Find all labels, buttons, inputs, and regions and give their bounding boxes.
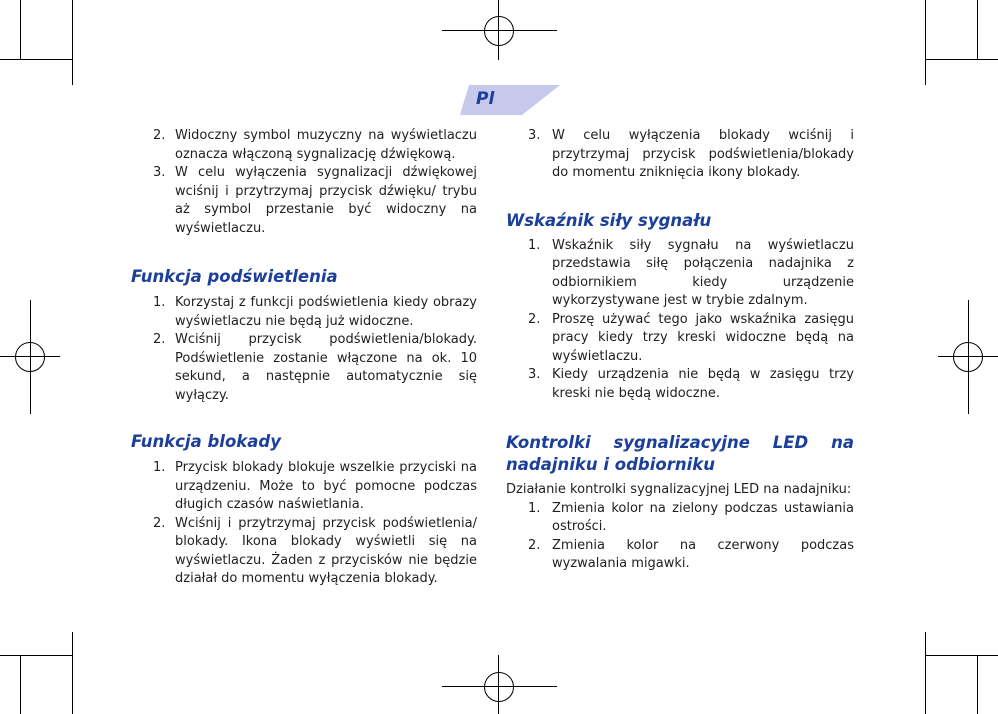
language-tab: [460, 85, 560, 115]
crop-mark-tl-v-inner: [72, 0, 73, 85]
crop-mark-tl-v-outer: [20, 0, 21, 60]
right-column: [506, 127, 854, 574]
list-item: 3. W celu wyłączenia blokady wciśnij i przytrzymaj przycisk podświetlenia/blokady do momentu zniknięcia ikony blokady.: [528, 128, 854, 180]
list-item: 2. Wciśnij i przytrzymaj przycisk podświetlenia/ blokady. Ikona blokady wyświetli się na wyświetlaczu. Żaden z przycisków nie będzie działał do momentu wyłączenia blokady.: [153, 515, 477, 586]
led-list: [506, 500, 854, 574]
list-item: 1. Przycisk blokady blokuje wszelkie przyciski na urządzeniu. Może to być pomocne podczas długich czasów naświetlania.: [153, 460, 477, 512]
language-tab-shape: [460, 85, 560, 115]
list-item: 3. Kiedy urządzenia nie będą w zasięgu trzy kreski nie będą widoczne.: [528, 367, 854, 401]
section-heading-led: Kontrolki sygnalizacyjne LED na nadajniku i odbiorniku: [506, 433, 854, 474]
crop-mark-tr-v-outer: [977, 0, 978, 60]
language-label: Pl: [476, 89, 495, 109]
list-item: 1. Wskaźnik siły sygnału na wyświetlaczu przedstawia siłę połączenia nadajnika z odbiornikiem kiedy urządzenie wykorzystywane jest w trybie zdalnym.: [528, 237, 854, 308]
list-item: 2. Proszę używać tego jako wskaźnika zasięgu pracy kiedy trzy kreski widoczne będą na wyświetlaczu.: [528, 311, 854, 364]
section-heading-backlight: Funkcja podświetlenia: [131, 267, 338, 286]
reg-left-circle: [15, 342, 45, 372]
crop-mark-br-v-inner: [925, 632, 926, 714]
led-intro: Działanie kontrolki sygnalizacyjnej LED na nadajniku:: [506, 482, 852, 497]
crop-mark-bl-v-inner: [72, 632, 73, 714]
section-heading-lock: Funkcja blokady: [131, 432, 281, 451]
crop-mark-tl-h: [0, 59, 72, 60]
reg-bottom-circle: [484, 672, 514, 702]
list-item: 3. W celu wyłączenia sygnalizacji dźwiękowej wciśnij i przytrzymaj przycisk dźwięku/ trybu aż symbol przestanie być widoczny na wyświetlaczu.: [153, 165, 477, 236]
right-intro-list: [506, 127, 854, 183]
crop-mark-tr-h: [926, 59, 998, 60]
lock-list: [131, 459, 477, 589]
list-item: 1. Zmienia kolor na zielony podczas ustawiania ostrości.: [528, 500, 854, 534]
crop-mark-br-v-outer: [977, 655, 978, 714]
crop-mark-bl-h: [0, 655, 72, 656]
section-heading-signal: Wskaźnik siły sygnału: [506, 210, 712, 230]
list-item: 1. Korzystaj z funkcji podświetlenia kiedy obrazy wyświetlaczu nie będą już widoczne.: [153, 295, 477, 329]
list-item: 2. Widoczny symbol muzyczny na wyświetlaczu oznacza włączoną sygnalizację dźwiękową.: [153, 128, 477, 162]
signal-list: [506, 237, 854, 404]
left-column: [131, 127, 477, 589]
reg-top-circle: [484, 16, 514, 46]
reg-right-circle: [953, 342, 983, 372]
crop-mark-bl-v-outer: [20, 655, 21, 714]
backlight-list: [131, 294, 477, 405]
list-item: 2. Zmienia kolor na czerwony podczas wyzwalania migawki.: [528, 537, 854, 571]
crop-mark-tr-v-inner: [925, 0, 926, 85]
crop-mark-br-h: [926, 655, 998, 656]
left-intro-list: [131, 127, 477, 238]
list-item: 2. Wciśnij przycisk podświetlenia/blokady. Podświetlenie zostanie włączone na ok. 10 sekund, a następnie automatycznie się wyłączy.: [153, 332, 477, 403]
